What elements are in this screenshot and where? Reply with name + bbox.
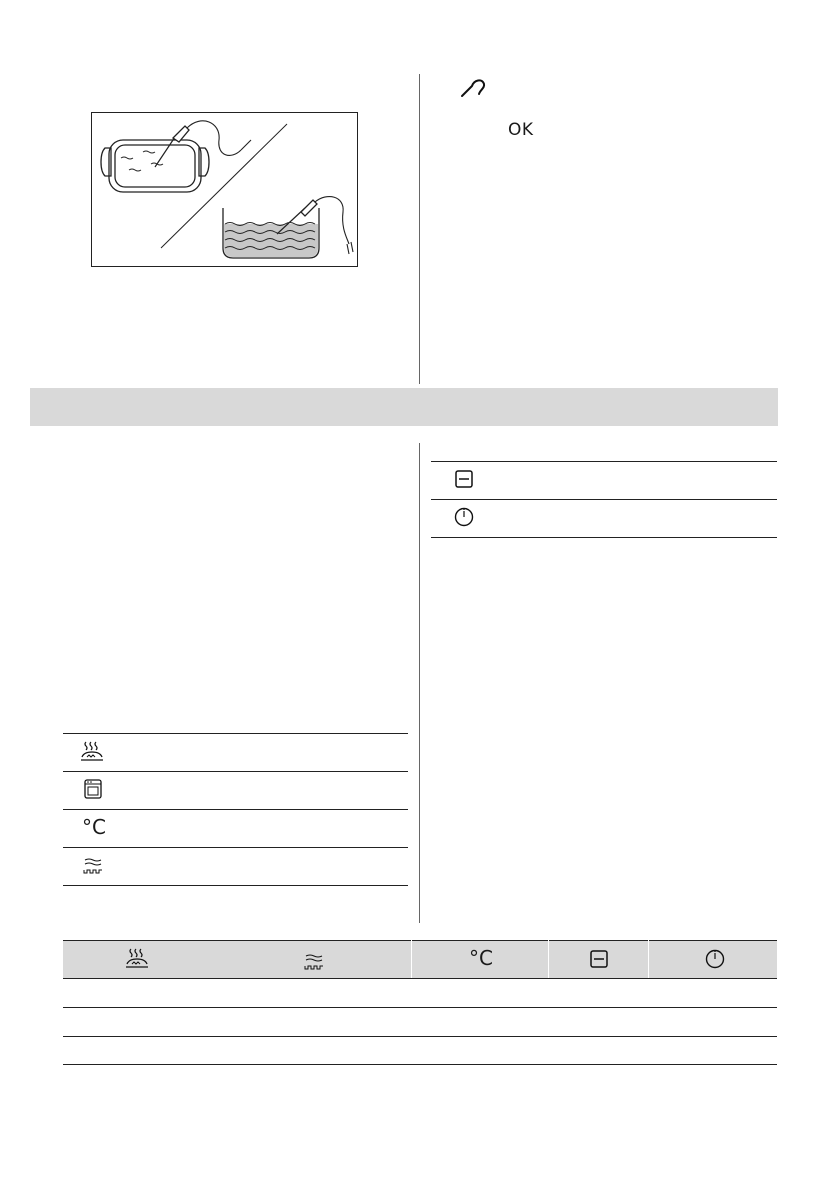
heat-function-icon [82, 855, 104, 875]
section-banner [30, 388, 778, 426]
right-list-line-3 [431, 537, 777, 538]
table-minus-box-icon [590, 950, 608, 968]
table-celsius-icon: °C [469, 946, 493, 970]
meat-probe-illustration [91, 112, 359, 268]
table-row-line-1 [63, 978, 777, 979]
oven-icon [84, 779, 102, 799]
left-list-line-2 [63, 771, 408, 772]
table-dish-steam-icon [124, 947, 150, 971]
celsius-icon: °C [82, 815, 106, 839]
table-row-line-2 [63, 1007, 777, 1008]
dish-steam-icon [79, 740, 105, 764]
minus-box-icon [455, 470, 473, 488]
table-row-line-3 [63, 1036, 777, 1037]
table-heat-function-icon [303, 951, 325, 971]
table-row-line-4 [63, 1064, 777, 1065]
clock-icon [454, 507, 474, 527]
table-clock-icon [705, 949, 725, 969]
left-list-line-5 [63, 885, 408, 886]
table-col-sep-3 [648, 940, 649, 978]
table-col-sep-1 [411, 940, 412, 978]
ok-label: OK [508, 120, 534, 140]
probe-icon [458, 76, 488, 100]
left-list-line-1 [63, 733, 408, 734]
table-col-sep-2 [548, 940, 549, 978]
table-top-border [63, 940, 777, 941]
right-list-line-2 [431, 499, 777, 500]
left-list-line-3 [63, 809, 408, 810]
table-header [63, 940, 777, 978]
column-divider-bottom [419, 443, 420, 923]
right-list-line-1 [431, 461, 777, 462]
column-divider-top [419, 74, 420, 384]
left-list-line-4 [63, 847, 408, 848]
